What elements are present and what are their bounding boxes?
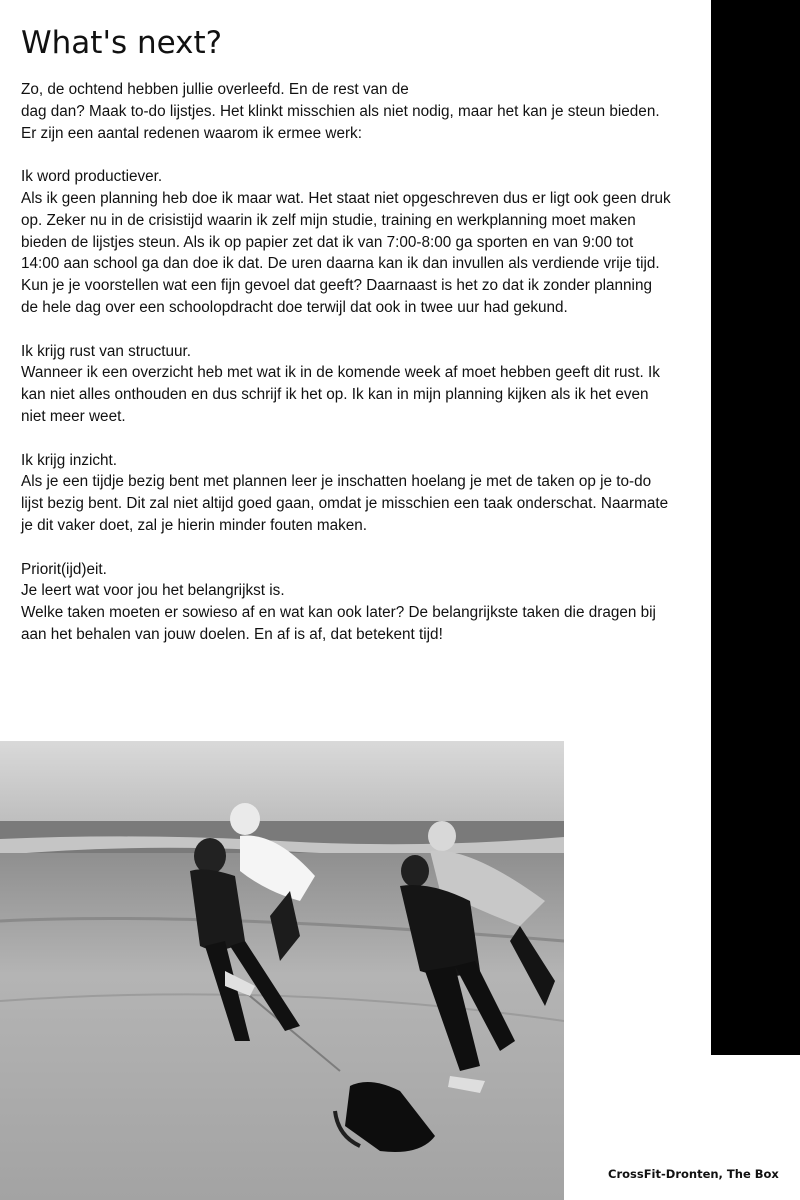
section-line: 14:00 aan school ga dan doe ik dat. De uren daarna kan ik dan invullen als verdiende vrije tijd. [21, 255, 660, 273]
section-line: Als je een tijdje bezig bent met plannen leer je inschatten hoelang je met de taken op je to-do [21, 473, 652, 491]
section-heading-insight: Ik krijg inzicht. [21, 451, 118, 469]
section-line: de hele dag over een schoolopdracht doe terwijl dat ook in twee uur had gekund. [21, 298, 568, 316]
section-line: bieden de lijstjes steun. Als ik op papier zet dat ik van 7:00-8:00 ga sporten en van 9:00 tot [21, 233, 634, 251]
section-line: je dit vaker doet, zal je hierin minder fouten maken. [21, 516, 368, 534]
beach-photo [0, 741, 564, 1200]
footer-brand: CrossFit-Dronten, The Box [608, 1167, 779, 1181]
article-body [21, 79, 711, 646]
section-line: aan het behalen van jouw doelen. En af is af, dat betekent tijd! [21, 625, 443, 643]
section-line: Wanneer ik een overzicht heb met wat ik in de komende week af moet hebben geeft dit rust. Ik [21, 364, 660, 382]
page-title: What's next? [21, 25, 223, 61]
section-line: op. Zeker nu in de crisistijd waarin ik zelf mijn studie, training en werkplanning moet maken [21, 211, 636, 229]
section-line: Als ik geen planning heb doe ik maar wat. Het staat niet opgeschreven dus er ligt ook geen druk [21, 189, 671, 207]
section-heading-priority: Priorit(ijd)eit. [21, 560, 107, 578]
intro-line: Zo, de ochtend hebben jullie overleefd. En de rest van de [21, 81, 409, 98]
section-line: lijst bezig bent. Dit zal niet altijd goed gaan, omdat je misschien een taak onderschat. Naarmate [21, 495, 669, 513]
section-line: kan niet alles onthouden en dus schrijf ik het op. Ik kan in mijn planning kijken als ik het even [21, 386, 649, 404]
intro-line: Er zijn een aantal redenen waarom ik ermee werk: [21, 124, 362, 142]
section-heading-productive: Ik word productiever. [21, 168, 163, 186]
section-line: niet meer weet. [21, 407, 126, 425]
section-line: Kun je je voorstellen wat een fijn gevoel dat geeft? Daarnaast is het zo dat ik zonder planning [21, 277, 652, 295]
section-line: Welke taken moeten er sowieso af en wat kan ook later? De belangrijkste taken die dragen bij [21, 604, 656, 622]
section-heading-structure: Ik krijg rust van structuur. [21, 342, 192, 360]
section-line: Je leert wat voor jou het belangrijkst is. [21, 582, 285, 600]
decorative-black-bar [711, 0, 800, 1055]
intro-line: dag dan? Maak to-do lijstjes. Het klinkt misschien als niet nodig, maar het kan je steun bieden. [21, 102, 660, 120]
sky [0, 741, 564, 826]
